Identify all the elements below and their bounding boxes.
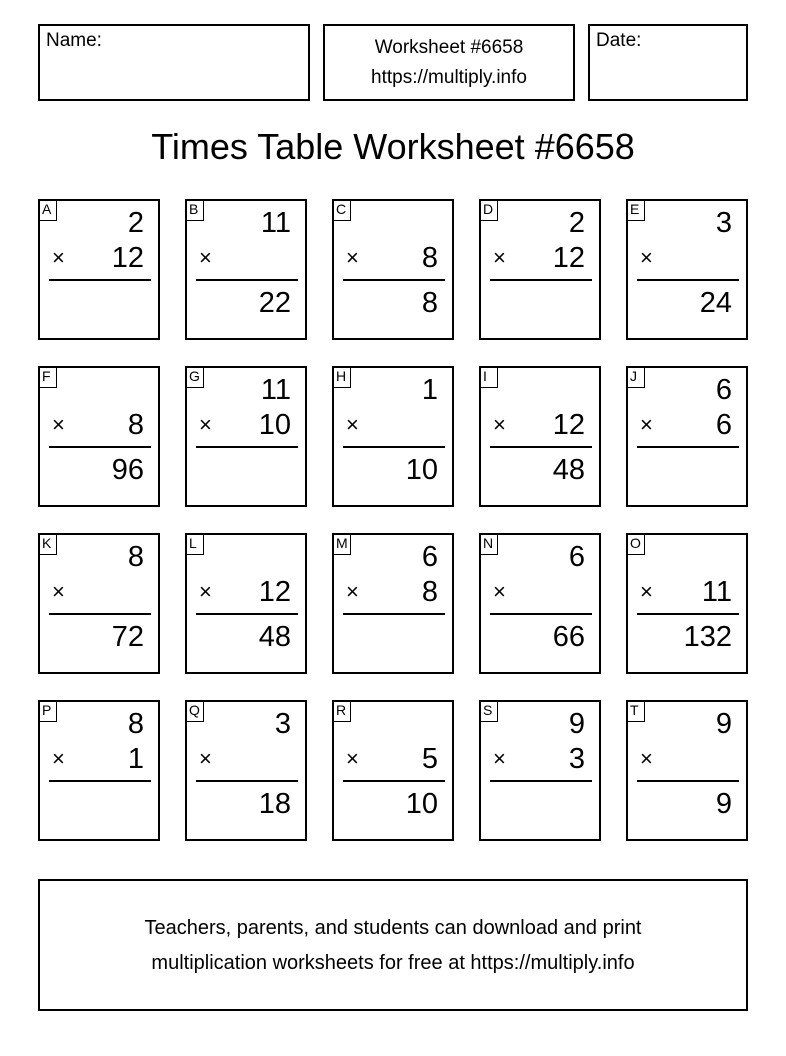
top-operand: 11	[260, 207, 291, 239]
problem-letter: D	[479, 199, 498, 221]
multiply-sign: ×	[640, 579, 653, 604]
problem-box	[185, 700, 307, 841]
answer-line	[490, 613, 592, 615]
problem-box	[626, 199, 748, 340]
answer: 24	[699, 287, 732, 319]
top-operand: 6	[568, 541, 585, 573]
problem-box	[38, 533, 160, 674]
problem-letter: N	[479, 533, 498, 555]
answer-line	[196, 613, 298, 615]
problem-letter: A	[38, 199, 57, 221]
problem-box	[479, 366, 601, 507]
problem-box	[38, 366, 160, 507]
multiply-sign: ×	[52, 245, 65, 270]
multiply-sign: ×	[640, 412, 653, 437]
problem-letter: G	[185, 366, 204, 388]
bottom-operand: 12	[111, 242, 144, 274]
worksheet-number: Worksheet #6658	[374, 37, 524, 58]
problem-letter: E	[626, 199, 645, 221]
problem-box	[479, 700, 601, 841]
problem-box	[332, 199, 454, 340]
problem-box	[479, 199, 601, 340]
problem-letter: C	[332, 199, 351, 221]
bottom-operand: 6	[715, 409, 732, 441]
page-title: Times Table Worksheet #6658	[151, 126, 635, 167]
top-operand: 8	[127, 708, 144, 740]
bottom-operand: 3	[568, 743, 585, 775]
problem-box	[185, 533, 307, 674]
problem-letter: H	[332, 366, 351, 388]
worksheet-id-box	[323, 24, 575, 101]
multiply-sign: ×	[52, 412, 65, 437]
multiply-sign: ×	[199, 412, 212, 437]
multiply-sign: ×	[640, 746, 653, 771]
top-operand: 6	[421, 541, 438, 573]
multiply-sign: ×	[346, 412, 359, 437]
multiply-sign: ×	[199, 579, 212, 604]
problem-letter: O	[626, 533, 645, 555]
top-operand: 9	[568, 708, 585, 740]
answer-line	[490, 780, 592, 782]
top-operand: 1	[421, 374, 438, 406]
problem-box	[185, 366, 307, 507]
problem-box	[626, 700, 748, 841]
problem-letter: B	[185, 199, 204, 221]
top-operand: 3	[274, 708, 291, 740]
name-box	[38, 24, 310, 101]
answer-line	[343, 446, 445, 448]
answer-line	[196, 446, 298, 448]
answer-line	[49, 780, 151, 782]
answer: 48	[552, 454, 585, 486]
answer: 72	[111, 621, 144, 653]
answer: 10	[405, 788, 438, 820]
bottom-operand: 10	[258, 409, 291, 441]
top-operand: 9	[715, 708, 732, 740]
problem-letter: L	[185, 533, 204, 555]
answer-line	[196, 279, 298, 281]
problem-box	[332, 700, 454, 841]
answer-line	[49, 613, 151, 615]
multiply-sign: ×	[199, 245, 212, 270]
site-url: https://multiply.info	[371, 67, 527, 88]
multiply-sign: ×	[640, 245, 653, 270]
problem-box	[626, 366, 748, 507]
problem-box	[626, 533, 748, 674]
problem-letter: J	[626, 366, 645, 388]
answer: 9	[715, 788, 732, 820]
answer: 18	[258, 788, 291, 820]
answer-line	[490, 279, 592, 281]
answer: 66	[552, 621, 585, 653]
top-operand: 2	[568, 207, 585, 239]
problem-letter: R	[332, 700, 351, 722]
multiply-sign: ×	[199, 746, 212, 771]
multiply-sign: ×	[346, 579, 359, 604]
answer: 132	[683, 621, 732, 653]
bottom-operand: 8	[421, 576, 438, 608]
bottom-operand: 11	[701, 576, 732, 608]
answer-line	[343, 613, 445, 615]
footer-line-2: multiplication worksheets for free at https://multiply.info	[151, 952, 635, 974]
answer-line	[49, 279, 151, 281]
answer-line	[196, 780, 298, 782]
bottom-operand: 12	[552, 409, 585, 441]
bottom-operand: 5	[421, 743, 438, 775]
problem-letter: F	[38, 366, 57, 388]
answer-line	[49, 446, 151, 448]
multiply-sign: ×	[346, 245, 359, 270]
problem-letter: M	[332, 533, 351, 555]
problem-box	[38, 700, 160, 841]
multiply-sign: ×	[346, 746, 359, 771]
date-label: Date:	[596, 30, 642, 51]
answer: 10	[405, 454, 438, 486]
answer-line	[637, 780, 739, 782]
answer-line	[637, 446, 739, 448]
answer-line	[637, 613, 739, 615]
problem-letter: P	[38, 700, 57, 722]
problem-letter: I	[479, 366, 498, 388]
date-box	[588, 24, 748, 101]
top-operand: 8	[127, 541, 144, 573]
answer: 96	[111, 454, 144, 486]
problem-letter: S	[479, 700, 498, 722]
multiply-sign: ×	[52, 746, 65, 771]
answer-line	[343, 279, 445, 281]
answer-line	[637, 279, 739, 281]
answer-line	[343, 780, 445, 782]
footer-line-1: Teachers, parents, and students can download and print	[144, 917, 642, 939]
answer: 8	[421, 287, 438, 319]
bottom-operand: 12	[552, 242, 585, 274]
top-operand: 11	[260, 374, 291, 406]
problem-box	[185, 199, 307, 340]
multiply-sign: ×	[493, 412, 506, 437]
problem-box	[38, 199, 160, 340]
top-operand: 3	[715, 207, 732, 239]
answer: 48	[258, 621, 291, 653]
answer: 22	[258, 287, 291, 319]
top-operand: 6	[715, 374, 732, 406]
answer-line	[490, 446, 592, 448]
footer-box	[38, 879, 748, 1011]
bottom-operand: 8	[421, 242, 438, 274]
problem-letter: Q	[185, 700, 204, 722]
problem-letter: T	[626, 700, 645, 722]
bottom-operand: 8	[127, 409, 144, 441]
multiply-sign: ×	[493, 746, 506, 771]
bottom-operand: 1	[127, 743, 144, 775]
name-label: Name:	[46, 30, 102, 51]
top-operand: 2	[127, 207, 144, 239]
problem-box	[332, 366, 454, 507]
multiply-sign: ×	[493, 245, 506, 270]
multiply-sign: ×	[493, 579, 506, 604]
multiply-sign: ×	[52, 579, 65, 604]
problem-box	[479, 533, 601, 674]
bottom-operand: 12	[258, 576, 291, 608]
problem-box	[332, 533, 454, 674]
problem-letter: K	[38, 533, 57, 555]
